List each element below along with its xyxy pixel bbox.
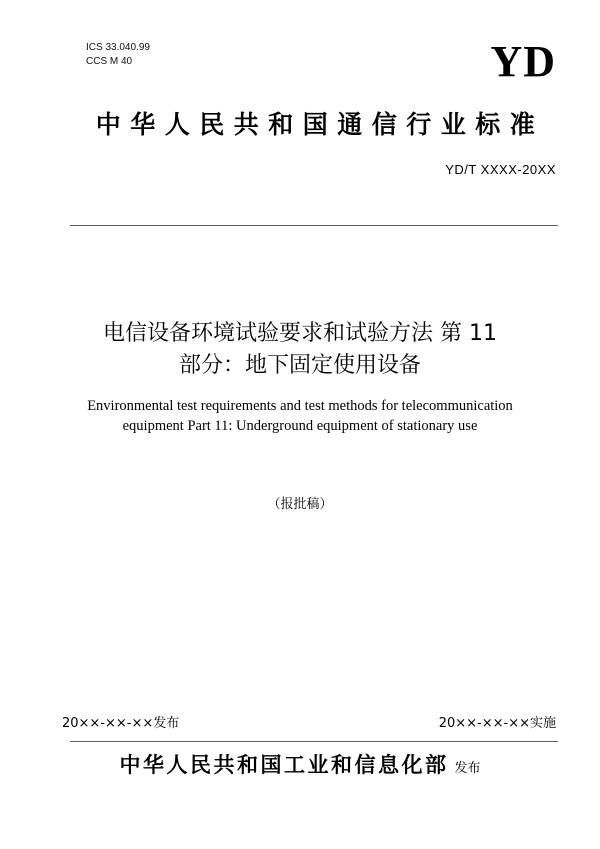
top-divider	[70, 225, 558, 226]
publisher-name: 中华人民共和国工业和信息化部	[119, 753, 449, 777]
issue-date: 20××-××-××发布	[62, 716, 180, 731]
bottom-divider	[70, 741, 558, 742]
english-title	[60, 396, 540, 436]
english-title-line-1: Environmental test requirements and test methods for telecommunication	[87, 398, 513, 414]
english-title-line-2: equipment Part 11: Underground equipment of stationary use	[122, 418, 478, 434]
chinese-title-line-2: 部分：地下固定使用设备	[178, 353, 421, 378]
ccs-code: CCS M 40	[86, 56, 133, 67]
publisher-line	[0, 750, 600, 784]
standard-number: YD/T XXXX-20XX	[445, 162, 556, 177]
chinese-title	[40, 318, 560, 382]
publish-label: 发布	[454, 761, 481, 776]
ics-code: ICS 33.040.99	[86, 42, 150, 53]
chinese-title-line-1: 电信设备环境试验要求和试验方法 第 11	[103, 321, 497, 346]
yd-logo: YD	[490, 37, 556, 86]
implement-date: 20××-××-××实施	[438, 716, 556, 731]
industry-standard-title: 中华人民共和国通信行业标准	[95, 110, 545, 139]
draft-status: （报批稿）	[267, 497, 333, 512]
